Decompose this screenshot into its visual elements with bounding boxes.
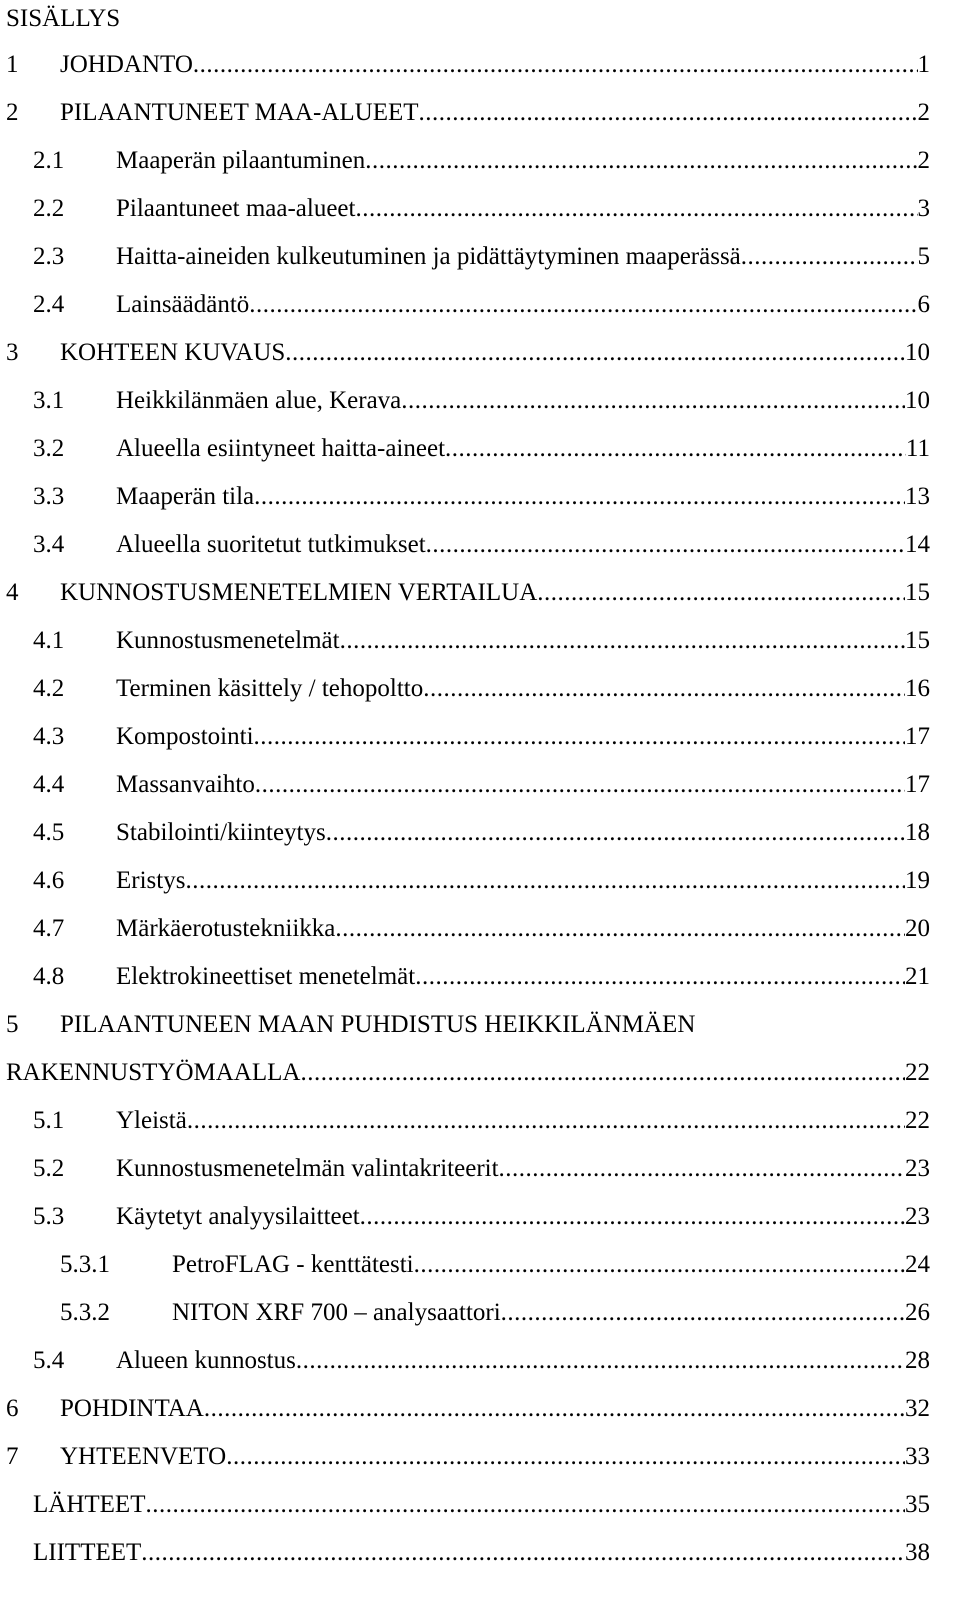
toc-page-number: 17 <box>905 723 930 750</box>
toc-entry-label: Haitta-aineiden kulkeutuminen ja pidättäytyminen maaperässä <box>116 243 741 270</box>
toc-page-number: 35 <box>905 1491 930 1518</box>
toc-entry-label: Alueen kunnostus <box>116 1347 296 1374</box>
toc-entry-number: 4.5 <box>33 819 65 846</box>
toc-entry-number: 4 <box>6 579 19 606</box>
toc-entry-body <box>116 432 930 466</box>
toc-entry-body <box>172 1248 930 1282</box>
toc-entry-label: KUNNOSTUSMENETELMIEN VERTAILUA <box>60 579 538 606</box>
toc-dot-leader <box>141 1536 905 1570</box>
toc-entry-2-3[interactable] <box>0 240 930 274</box>
toc-entry-5-4[interactable] <box>0 1344 930 1378</box>
toc-entry-number: 4.4 <box>33 771 65 798</box>
toc-entry-label: Elektrokineettiset menetelmät <box>116 963 416 990</box>
toc-entry-number: 4.2 <box>33 675 65 702</box>
toc-page-number: 15 <box>905 579 930 606</box>
toc-entry-number: 5.2 <box>33 1155 65 1182</box>
toc-entry-body <box>116 192 930 226</box>
toc-entry-body <box>172 1296 930 1330</box>
toc-entry-label: Yleistä <box>116 1107 187 1134</box>
toc-dot-leader <box>249 288 917 322</box>
toc-entry-body <box>116 144 930 178</box>
toc-page-number: 6 <box>917 291 930 318</box>
toc-entry-label: NITON XRF 700 – analysaattori <box>172 1299 501 1326</box>
toc-dot-leader <box>401 384 905 418</box>
toc-entry-4-5[interactable] <box>0 816 930 850</box>
toc-entry-body <box>116 912 930 946</box>
toc-entry-number: 5.3 <box>33 1203 65 1230</box>
toc-dot-leader <box>499 1152 905 1186</box>
toc-entry-lahteet[interactable] <box>0 1488 930 1522</box>
toc-page-number: 1 <box>917 51 930 78</box>
toc-entry-label: Kunnostusmenetelmän valintakriteerit <box>116 1155 499 1182</box>
toc-entry-number: 3.3 <box>33 483 65 510</box>
toc-entry-number: 1 <box>6 51 19 78</box>
toc-entry-body <box>6 1056 930 1090</box>
toc-entry-body <box>116 384 930 418</box>
toc-entry-body <box>116 528 930 562</box>
toc-dot-leader <box>254 720 905 754</box>
toc-entry-5-3[interactable] <box>0 1200 930 1234</box>
toc-entry-label: PILAANTUNEEN MAAN PUHDISTUS HEIKKILÄNMÄEN <box>60 1011 696 1038</box>
toc-dot-leader <box>365 144 917 178</box>
toc-dot-leader <box>360 1200 905 1234</box>
toc-entry-4-1[interactable] <box>0 624 930 658</box>
toc-entry-number: 2.1 <box>33 147 65 174</box>
toc-dot-leader <box>296 1344 905 1378</box>
toc-entry-body <box>60 1392 930 1426</box>
toc-entry-label: Heikkilänmäen alue, Kerava <box>116 387 402 414</box>
toc-entry-body <box>116 1200 930 1234</box>
toc-dot-leader <box>193 48 918 82</box>
toc-page-number: 10 <box>905 339 930 366</box>
toc-entry-body <box>116 624 930 658</box>
toc-entry-label: PetroFLAG - kenttätesti <box>172 1251 414 1278</box>
toc-entry-label: Märkäerotustekniikka <box>116 915 336 942</box>
toc-entry-body <box>116 768 930 802</box>
toc-dot-leader <box>285 336 905 370</box>
toc-dot-leader <box>537 576 905 610</box>
toc-entry-label: Pilaantuneet maa-alueet <box>116 195 356 222</box>
toc-entry-body <box>116 960 930 994</box>
toc-entry-body <box>116 288 930 322</box>
toc-dot-leader <box>326 816 905 850</box>
toc-dot-leader <box>340 624 905 658</box>
toc-entry-label: Alueella suoritetut tutkimukset <box>116 531 426 558</box>
toc-entry-number: 6 <box>6 1395 19 1422</box>
toc-page-number: 22 <box>905 1059 930 1086</box>
toc-entry-number: 5.4 <box>33 1347 65 1374</box>
toc-dot-leader <box>300 1056 905 1090</box>
toc-entry-number: 3.4 <box>33 531 65 558</box>
toc-page-number: 17 <box>905 771 930 798</box>
toc-entry-label: Maaperän pilaantuminen <box>116 147 366 174</box>
toc-page-number: 24 <box>905 1251 930 1278</box>
toc-entry-number: 7 <box>6 1443 19 1470</box>
toc-entry-number: 5 <box>6 1011 19 1038</box>
toc-dot-leader <box>423 672 905 706</box>
toc-entry-label: LIITTEET <box>33 1539 142 1566</box>
toc-dot-leader <box>254 480 905 514</box>
toc-entry-label: Massanvaihto <box>116 771 255 798</box>
toc-entry-3-3[interactable] <box>0 480 930 514</box>
toc-dot-leader <box>255 768 905 802</box>
toc-entry-label: LÄHTEET <box>33 1491 146 1518</box>
toc-entry-number: 4.7 <box>33 915 65 942</box>
toc-entry-3-2[interactable] <box>0 432 930 466</box>
toc-entry-label: Käytetyt analyysilaitteet <box>116 1203 360 1230</box>
toc-entry-number: 4.8 <box>33 963 65 990</box>
toc-entry-label: JOHDANTO <box>60 51 193 78</box>
toc-entry-body <box>116 720 930 754</box>
toc-entry-number: 3.1 <box>33 387 65 414</box>
toc-entry-3-4[interactable] <box>0 528 930 562</box>
toc-page-number: 38 <box>905 1539 930 1566</box>
toc-entry-number: 4.6 <box>33 867 65 894</box>
toc-dot-leader <box>501 1296 905 1330</box>
toc-entry-body <box>116 480 930 514</box>
toc-entry-liitteet[interactable] <box>0 1536 930 1570</box>
toc-page-number: 2 <box>917 99 930 126</box>
toc-entry-4-7[interactable] <box>0 912 930 946</box>
toc-entry-body <box>116 240 930 274</box>
toc-page-number: 32 <box>905 1395 930 1422</box>
toc-page-number: 15 <box>905 627 930 654</box>
toc-page-number: 11 <box>905 435 930 462</box>
toc-entry-7[interactable] <box>0 1440 930 1474</box>
toc-entry-5-1[interactable] <box>0 1104 930 1138</box>
toc-page-number: 28 <box>905 1347 930 1374</box>
toc-entry-body <box>60 576 930 610</box>
toc-entry-label: Kompostointi <box>116 723 254 750</box>
toc-entry-label: Alueella esiintyneet haitta-aineet <box>116 435 446 462</box>
toc-entry-body <box>60 96 930 130</box>
toc-page-number: 3 <box>917 195 930 222</box>
toc-dot-leader <box>187 1104 905 1138</box>
toc-entry-label: Maaperän tila <box>116 483 255 510</box>
toc-dot-leader <box>204 1392 905 1426</box>
toc-entry-body <box>33 1536 930 1570</box>
toc-entry-body <box>60 48 930 82</box>
toc-dot-leader <box>414 1248 905 1282</box>
toc-entry-6[interactable] <box>0 1392 930 1426</box>
toc-entry-5-continued[interactable] <box>0 1056 930 1090</box>
toc-entry-number: 3.2 <box>33 435 65 462</box>
toc-entry-label: KOHTEEN KUVAUS <box>60 339 286 366</box>
toc-entry-3[interactable] <box>0 336 930 370</box>
toc-entry-body <box>116 1344 930 1378</box>
toc-page-number: 22 <box>905 1107 930 1134</box>
toc-page-number: 19 <box>905 867 930 894</box>
toc-dot-leader <box>355 192 917 226</box>
toc-entry-label: Stabilointi/kiinteytys <box>116 819 326 846</box>
toc-dot-leader <box>426 528 905 562</box>
toc-entry-label: Lainsäädäntö <box>116 291 250 318</box>
toc-entry-body <box>60 336 930 370</box>
toc-dot-leader <box>415 960 905 994</box>
toc-page-number: 13 <box>905 483 930 510</box>
toc-entry-4-2[interactable] <box>0 672 930 706</box>
toc-entry-number: 4.3 <box>33 723 65 750</box>
toc-dot-leader <box>419 96 918 130</box>
toc-entry-2-2[interactable] <box>0 192 930 226</box>
toc-entry-number: 3 <box>6 339 19 366</box>
toc-entry-number: 2 <box>6 99 19 126</box>
toc-entry-2-4[interactable] <box>0 288 930 322</box>
toc-dot-leader <box>185 864 905 898</box>
toc-entry-4-3[interactable] <box>0 720 930 754</box>
toc-entry-label: Kunnostusmenetelmät <box>116 627 340 654</box>
toc-page-number: 23 <box>905 1203 930 1230</box>
toc-entry-label: PILAANTUNEET MAA-ALUEET <box>60 99 419 126</box>
toc-page-number: 26 <box>905 1299 930 1326</box>
toc-page-number: 14 <box>905 531 930 558</box>
toc-entry-number: 4.1 <box>33 627 65 654</box>
toc-entry-body <box>116 816 930 850</box>
toc-page-number: 2 <box>917 147 930 174</box>
toc-entry-4[interactable] <box>0 576 930 610</box>
toc-page-number: 20 <box>905 915 930 942</box>
toc-dot-leader <box>226 1440 905 1474</box>
toc-dot-leader <box>741 240 918 274</box>
toc-entry-3-1[interactable] <box>0 384 930 418</box>
toc-entry-body <box>116 672 930 706</box>
toc-entry-label: Eristys <box>116 867 186 894</box>
toc-entry-5-3-2[interactable] <box>0 1296 930 1330</box>
toc-entry-5-2[interactable] <box>0 1152 930 1186</box>
toc-entry-number: 2.3 <box>33 243 65 270</box>
toc-dot-leader <box>445 432 906 466</box>
toc-entry-number: 2.2 <box>33 195 65 222</box>
toc-page-number: 23 <box>905 1155 930 1182</box>
toc-page-number: 21 <box>905 963 930 990</box>
toc-entry-4-4[interactable] <box>0 768 930 802</box>
toc-entry-body <box>116 864 930 898</box>
toc-page-number: 10 <box>905 387 930 414</box>
toc-entry-5[interactable] <box>0 1008 930 1042</box>
toc-entry-number: 2.4 <box>33 291 65 318</box>
toc-entry-body <box>33 1488 930 1522</box>
toc-entry-label: YHTEENVETO <box>60 1443 227 1470</box>
toc-entry-2-1[interactable] <box>0 144 930 178</box>
toc-entry-label: Terminen käsittely / tehopoltto <box>116 675 424 702</box>
toc-title: SISÄLLYS <box>6 5 121 32</box>
toc-page-number: 33 <box>905 1443 930 1470</box>
toc-dot-leader <box>145 1488 905 1522</box>
toc-entry-1[interactable] <box>0 48 930 82</box>
toc-page-number: 16 <box>905 675 930 702</box>
toc-entry-body <box>116 1104 930 1138</box>
toc-entry-5-3-1[interactable] <box>0 1248 930 1282</box>
toc-entry-label: RAKENNUSTYÖMAALLA <box>6 1059 301 1086</box>
toc-entry-2[interactable] <box>0 96 930 130</box>
toc-page-number: 5 <box>917 243 930 270</box>
toc-entry-body <box>116 1152 930 1186</box>
toc-entry-number: 5.3.1 <box>60 1251 110 1278</box>
toc-entry-body <box>60 1440 930 1474</box>
toc-entry-number: 5.3.2 <box>60 1299 110 1326</box>
toc-entry-4-6[interactable] <box>0 864 930 898</box>
toc-entry-label: POHDINTAA <box>60 1395 204 1422</box>
toc-dot-leader <box>335 912 905 946</box>
toc-page-number: 18 <box>905 819 930 846</box>
toc-entry-number: 5.1 <box>33 1107 65 1134</box>
toc-entry-4-8[interactable] <box>0 960 930 994</box>
